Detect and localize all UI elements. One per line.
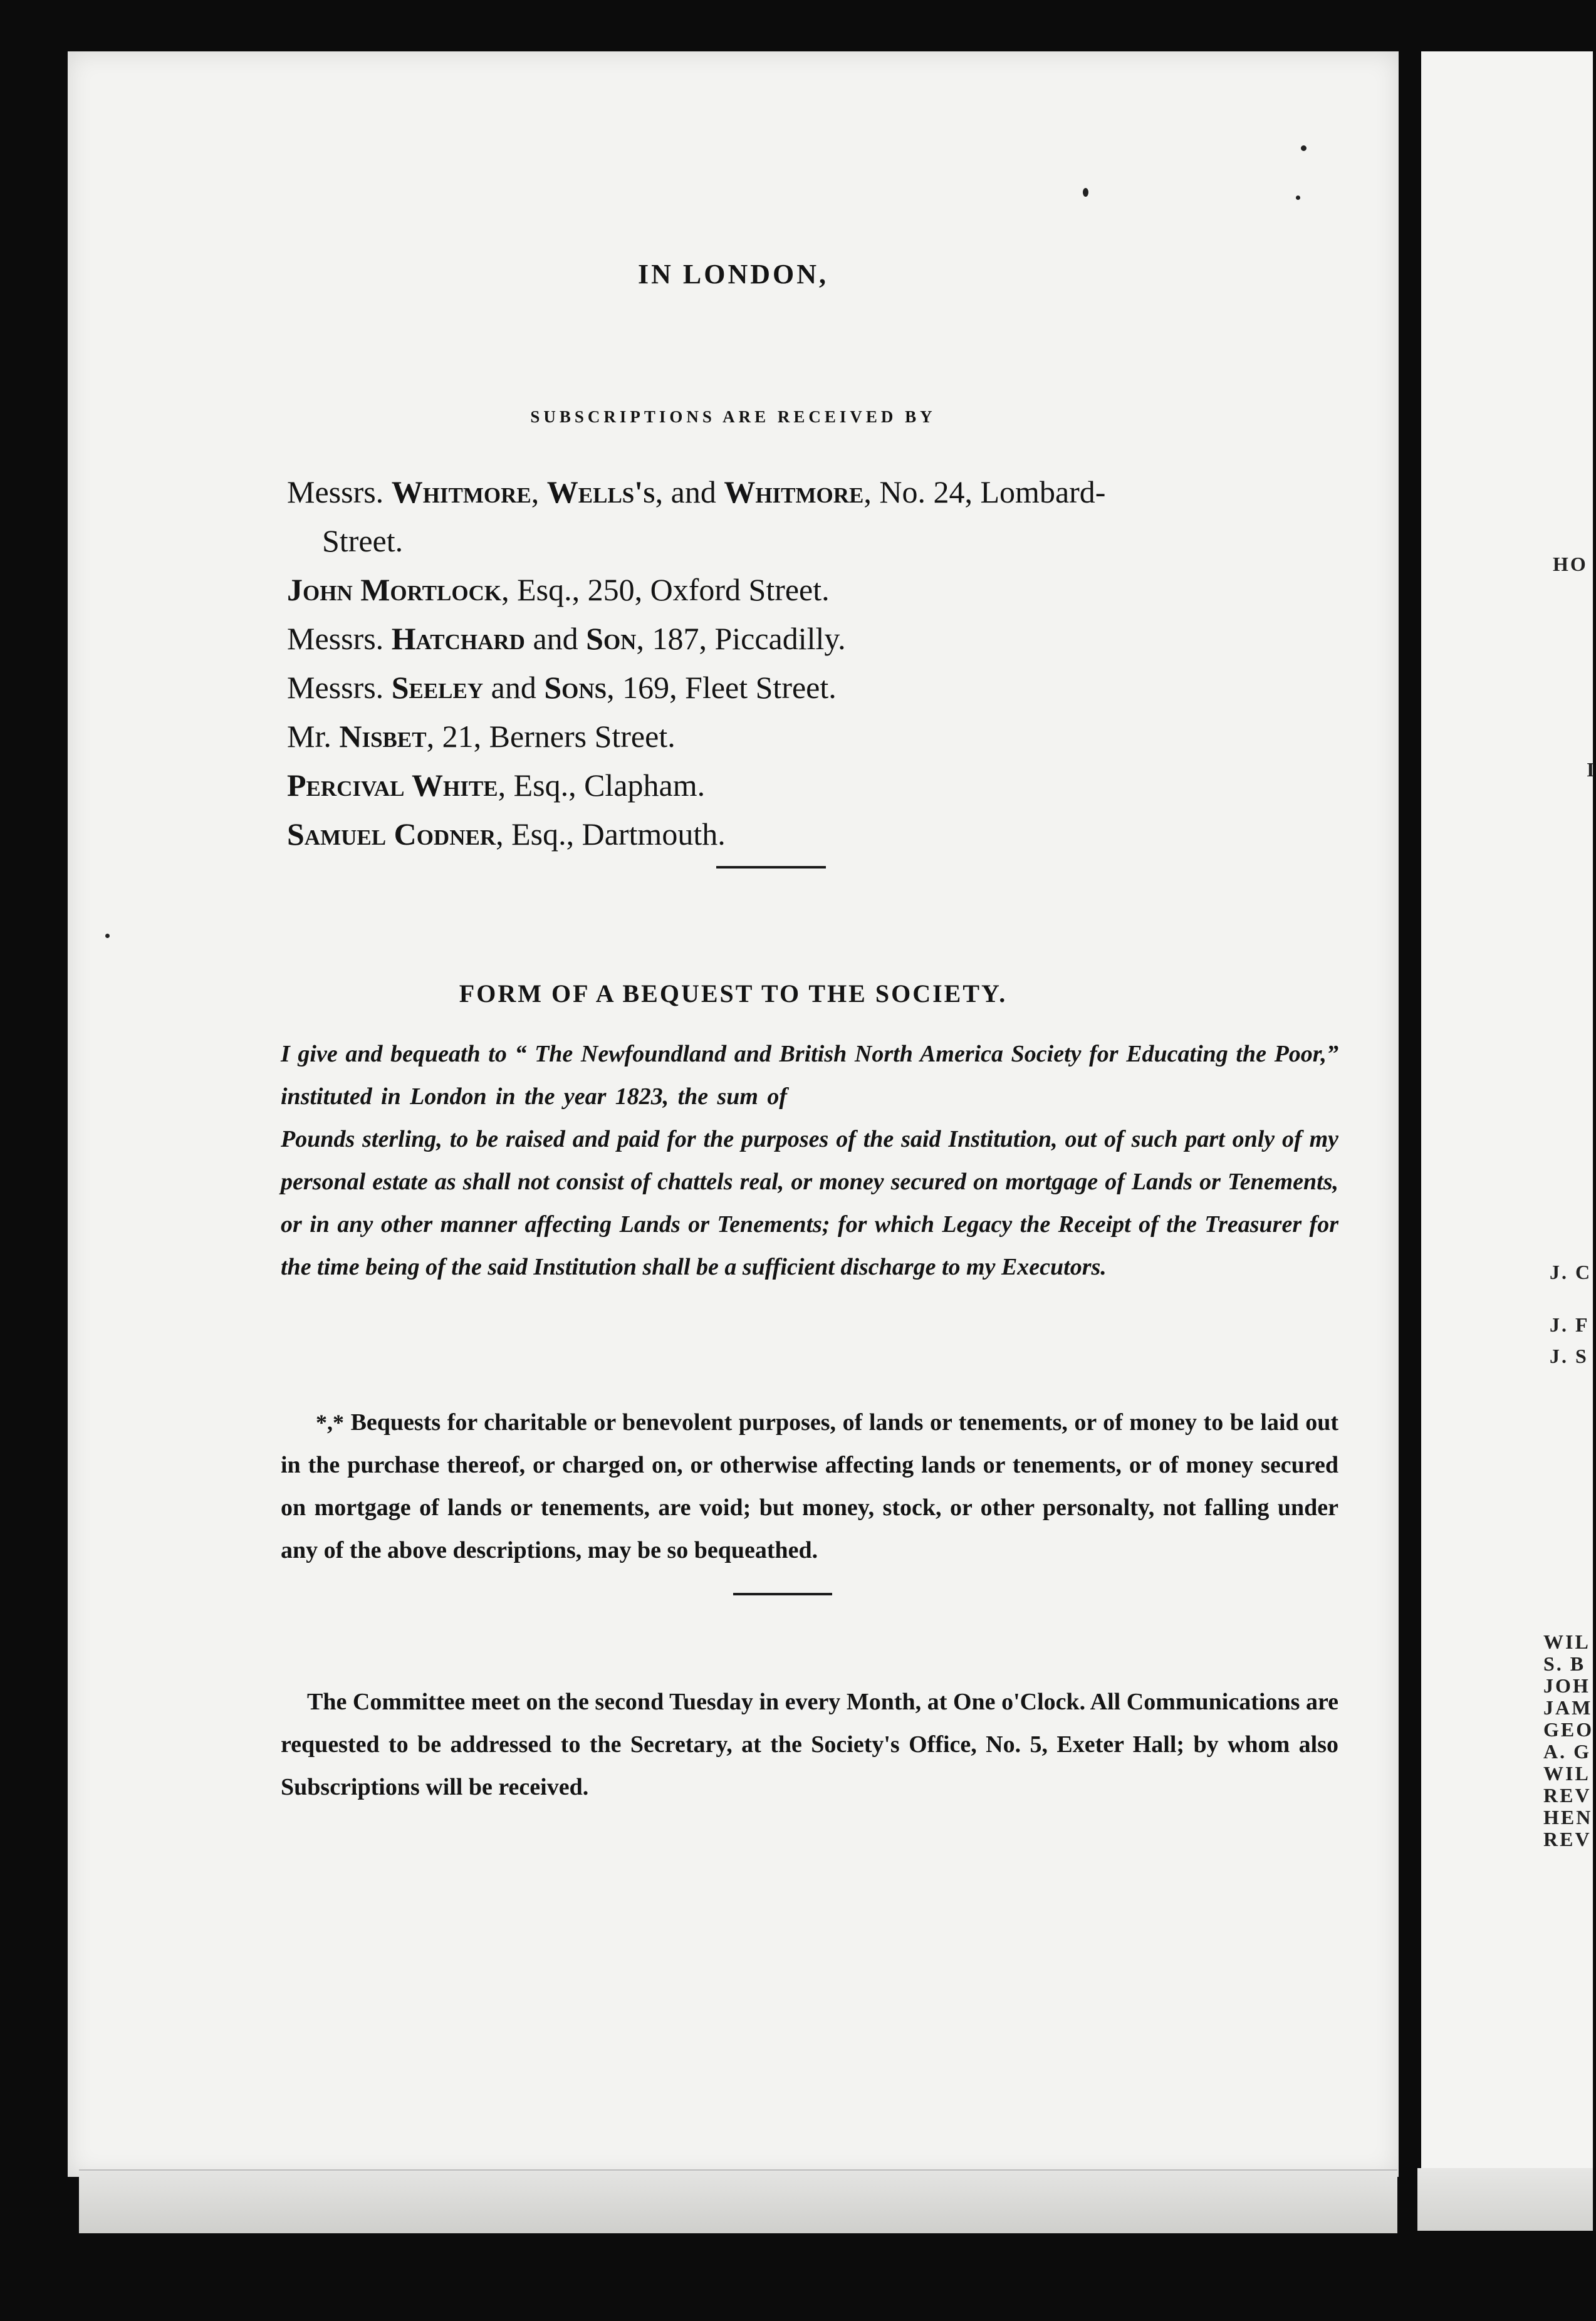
fragment-text: GEO <box>1543 1718 1594 1741</box>
left-page <box>68 51 1399 2177</box>
fragment-text: HO <box>1553 553 1588 575</box>
fragment-text: J. C <box>1550 1261 1592 1283</box>
subscriber-entry: Messrs. Hatchard and Son, 187, Piccadilly. <box>287 621 846 656</box>
fragment-text: S. B <box>1543 1652 1586 1675</box>
fragment-text: REV <box>1543 1828 1592 1850</box>
fragment-text: REV <box>1543 1784 1592 1807</box>
committee-notice: The Committee meet on the second Tuesday in every Month, at One o'Clock. All Communications are requested to be addressed to the Secretary, at the Society's Office, No. 5, Exeter Hall; by whom also Subscriptions will be received. <box>281 1689 1338 1800</box>
fragment-text: J. F <box>1550 1313 1590 1336</box>
fragment-text: WIL <box>1543 1630 1590 1653</box>
fragment-text: HEN <box>1543 1806 1593 1828</box>
fragment-text: WIL <box>1543 1762 1590 1785</box>
fragment-text: A. G <box>1543 1740 1591 1763</box>
fragment-text: JAM <box>1543 1696 1593 1719</box>
asterism-icon: *,* <box>316 1410 344 1435</box>
page-bottom-edge <box>79 2169 1397 2233</box>
adjacent-page-fragment <box>1421 51 1596 2177</box>
fragment-text: J. S <box>1550 1345 1588 1367</box>
adjacent-page-bottom-edge <box>1417 2168 1593 2231</box>
section-divider <box>716 866 826 868</box>
section-divider <box>733 1593 832 1595</box>
fragment-text: I <box>1587 758 1596 781</box>
subscriber-entry: Messrs. Whitmore, Wells's, and Whitmore, No. 24, Lombard- <box>287 474 1106 509</box>
subscriber-entry: Samuel Codner, Esq., Dartmouth. <box>287 816 726 852</box>
subheading-subscriptions: SUBSCRIPTIONS ARE RECEIVED BY <box>530 407 936 426</box>
subscriber-list <box>287 467 1352 858</box>
bequest-note: *,* Bequests for charitable or benevolent purposes, of lands or tenements, or of money to be laid out in the purchase thereof, or charged on, or otherwise affecting lands or tenements, or of money secured on mortgage of lands or tenements, are void; but money, stock, or other personalty, not falling under any of the above descriptions, may be so bequeathed. <box>281 1409 1338 1563</box>
fragment-text: JOH <box>1543 1674 1590 1697</box>
subscriber-entry-continuation: Street. <box>322 523 404 558</box>
heading-in-london: IN LONDON, <box>637 259 829 289</box>
subscriber-entry: Percival White, Esq., Clapham. <box>287 768 706 803</box>
subscriber-entry: Messrs. Seeley and Sons, 169, Fleet Street. <box>287 670 837 705</box>
subscriber-entry: John Mortlock, Esq., 250, Oxford Street. <box>287 572 830 607</box>
bequest-title: FORM OF A BEQUEST TO THE SOCIETY. <box>459 979 1008 1008</box>
subscriber-entry: Mr. Nisbet, 21, Berners Street. <box>287 719 675 754</box>
bequest-form-text: I give and bequeath to “ The Newfoundland and British North America Society for Educating the Poor,” instituted in London in the year 1823, the sum ofPounds sterling, to be raised and paid for the purposes of the said Institution, out of such part only of my personal estate as shall not consist of chattels real, or money secured on mortgage of Lands or Tenements, or in any other manner affecting Lands or Tenements; for which Legacy the Receipt of the Treasurer for the time being of the said Institution shall be a sufficient discharge to my Executors. <box>281 1041 1338 1280</box>
